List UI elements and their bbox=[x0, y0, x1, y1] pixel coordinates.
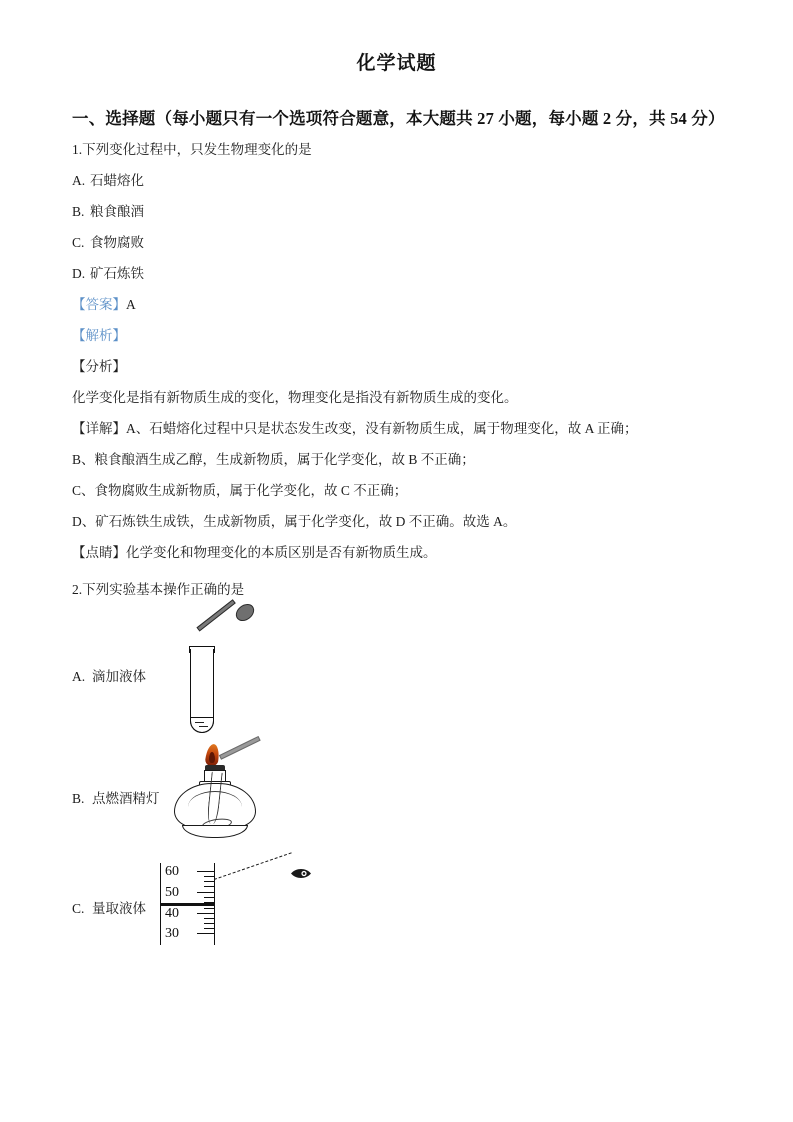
explanation-marker: 【解析】 bbox=[72, 328, 126, 343]
detail-line-4: D、矿石炼铁生成铁，生成新物质，属于化学变化，故 D 不正确。故选 A。 bbox=[72, 514, 517, 529]
match-stick-icon bbox=[219, 736, 261, 760]
analysis-tag: 【分析】 bbox=[72, 359, 126, 374]
eye-icon bbox=[290, 867, 312, 880]
page-title: 化学试题 bbox=[356, 53, 437, 74]
option-text: 量取液体 bbox=[92, 901, 146, 916]
option-letter: C. bbox=[72, 901, 85, 916]
question-1-option-d[interactable] bbox=[72, 258, 721, 289]
detail-line-1 bbox=[72, 413, 721, 444]
question-2-option-b[interactable] bbox=[72, 739, 721, 859]
analysis-text: 化学变化是指有新物质生成的变化，物理变化是指没有新物质生成的变化。 bbox=[72, 390, 518, 405]
section-header: 一、选择题（每小题只有一个选项符合题意，本大题共 27 小题，每小题 2 分，共 54 分） bbox=[72, 109, 725, 128]
highlight-tag: 【点睛】 bbox=[72, 545, 126, 560]
cylinder-tick-minor bbox=[204, 881, 214, 882]
cylinder-tick-minor bbox=[204, 876, 214, 877]
graduated-cylinder-eye-figure bbox=[152, 861, 342, 961]
cylinder-tick-major bbox=[197, 933, 214, 934]
question-1-option-b[interactable] bbox=[72, 196, 721, 227]
option-letter: D. bbox=[72, 266, 86, 281]
cylinder-scale-label-60: 60 bbox=[165, 864, 179, 879]
lamp-base bbox=[182, 825, 248, 838]
detail-text: A、石蜡熔化过程中只是状态发生改变，没有新物质生成，属于物理变化，故 A 正确； bbox=[126, 421, 638, 436]
answer-line bbox=[72, 289, 721, 320]
cylinder-scale-label-50: 50 bbox=[165, 885, 179, 900]
option-letter: C. bbox=[72, 235, 85, 250]
liquid-meniscus-line bbox=[161, 903, 214, 906]
answer-marker: 【答案】 bbox=[72, 297, 126, 312]
question-1-option-c[interactable] bbox=[72, 227, 721, 258]
cylinder-tick-minor bbox=[204, 928, 214, 929]
cylinder-tick-minor bbox=[204, 897, 214, 898]
option-a-label bbox=[72, 665, 146, 685]
cylinder-tick-minor bbox=[204, 908, 214, 909]
highlight-line bbox=[72, 537, 721, 568]
option-text: 滴加液体 bbox=[92, 669, 146, 684]
option-letter: A. bbox=[72, 669, 86, 684]
question-1-stem: 1.下列变化过程中，只发生物理变化的是 bbox=[72, 142, 312, 157]
liquid-dash-mark bbox=[195, 722, 204, 723]
cylinder-tick-major bbox=[197, 892, 214, 893]
cylinder-tick-minor bbox=[204, 923, 214, 924]
answer-value: A bbox=[126, 297, 136, 312]
cylinder-tick-minor bbox=[204, 886, 214, 887]
detail-line-3: C、食物腐败生成新物质，属于化学变化，故 C 不正确； bbox=[72, 483, 408, 498]
cylinder-tick-major bbox=[197, 913, 214, 914]
cylinder-tick-minor bbox=[204, 918, 214, 919]
option-text: 粮食酿酒 bbox=[90, 204, 144, 219]
cylinder-scale-label-30: 30 bbox=[165, 926, 179, 941]
highlight-text: 化学变化和物理变化的本质区别是否有新物质生成。 bbox=[126, 545, 437, 560]
detail-tag: 【详解】 bbox=[72, 421, 126, 436]
option-letter: B. bbox=[72, 791, 85, 806]
question-2-stem: 2.下列实验基本操作正确的是 bbox=[72, 582, 245, 597]
cylinder-scale-label-40: 40 bbox=[165, 906, 179, 921]
option-c-label bbox=[72, 897, 146, 917]
option-letter: A. bbox=[72, 173, 86, 188]
test-tube-liquid bbox=[190, 717, 214, 733]
question-2-option-c[interactable] bbox=[72, 859, 721, 959]
option-letter: B. bbox=[72, 204, 85, 219]
analysis-tag-line bbox=[72, 351, 721, 382]
option-text: 点燃酒精灯 bbox=[92, 791, 160, 806]
cylinder-right-wall bbox=[214, 863, 215, 945]
flame-core-icon bbox=[209, 752, 215, 763]
liquid-surface-line bbox=[190, 717, 214, 718]
explanation-line bbox=[72, 320, 721, 351]
option-text: 食物腐败 bbox=[90, 235, 144, 250]
question-2-option-a[interactable] bbox=[72, 619, 721, 739]
alcohol-lamp-match-figure bbox=[152, 739, 322, 859]
option-text: 矿石炼铁 bbox=[90, 266, 144, 281]
option-text: 石蜡熔化 bbox=[90, 173, 144, 188]
cylinder-tick-major bbox=[197, 871, 214, 872]
liquid-dash-mark bbox=[199, 726, 208, 727]
test-tube-dropper-figure bbox=[152, 621, 302, 739]
detail-line-2: B、粮食酿酒生成乙醇，生成新物质，属于化学变化，故 B 不正确； bbox=[72, 452, 475, 467]
option-b-label bbox=[72, 787, 160, 807]
question-1-option-a[interactable] bbox=[72, 165, 721, 196]
